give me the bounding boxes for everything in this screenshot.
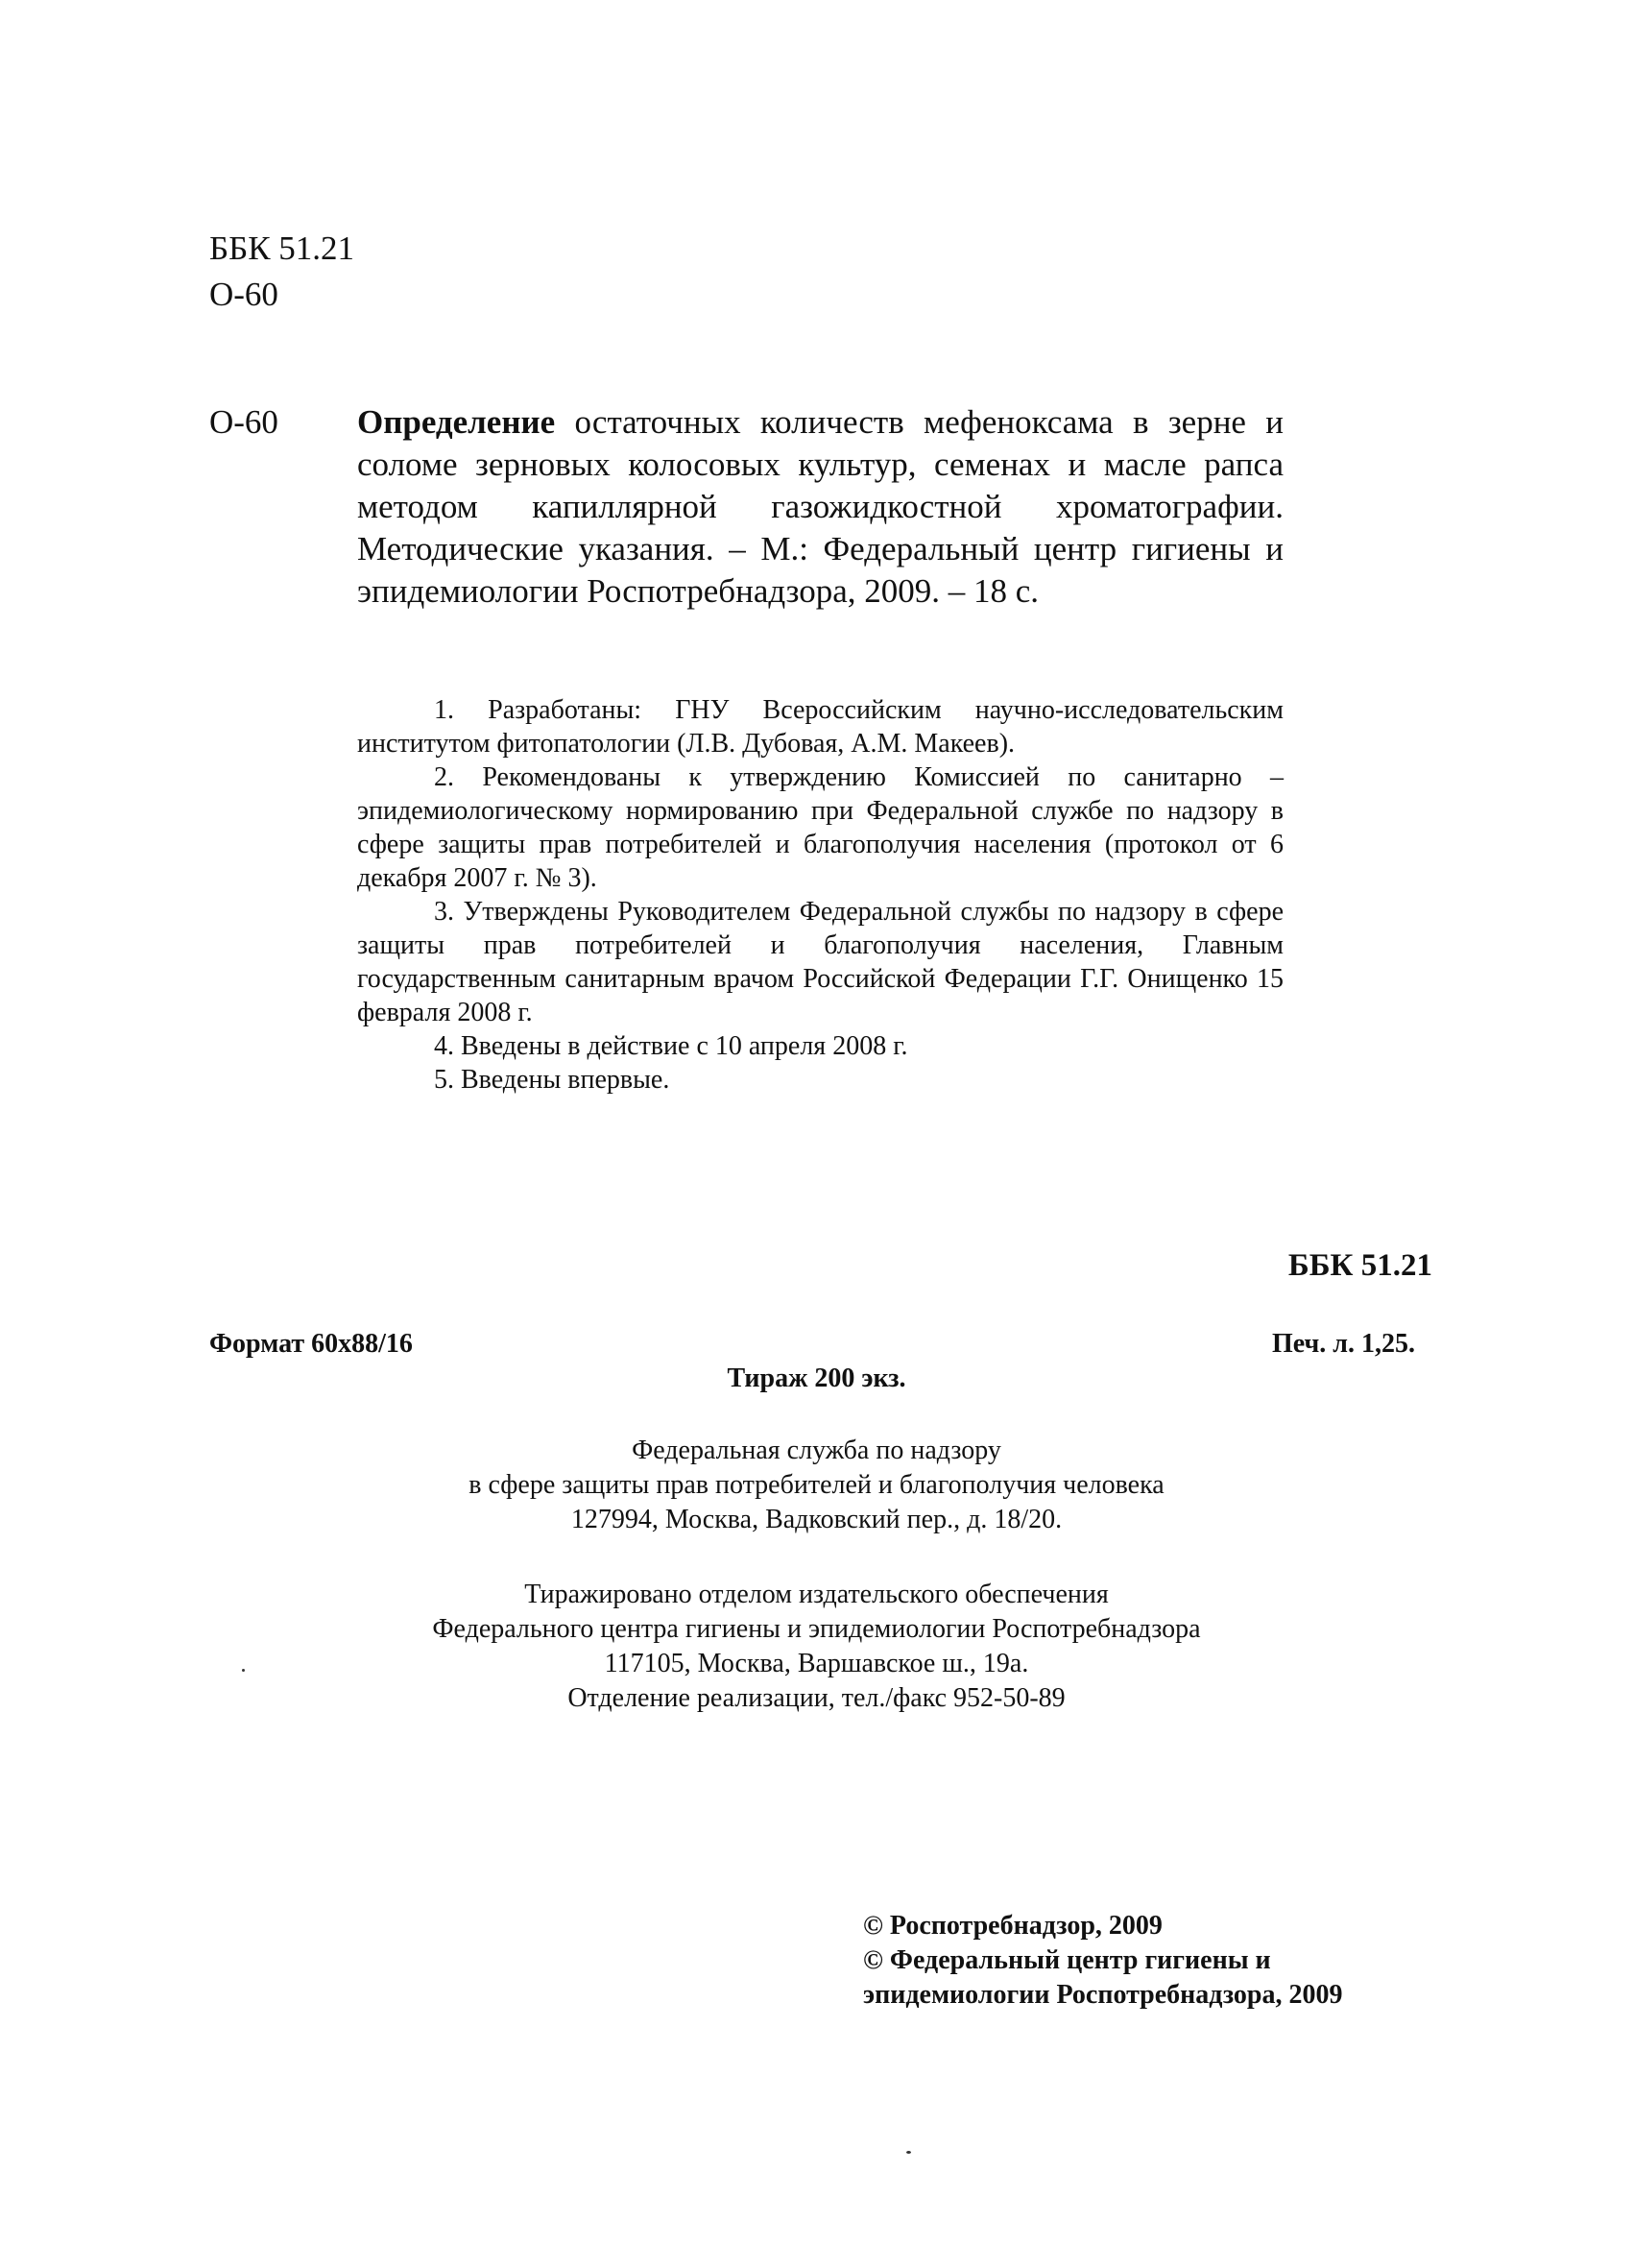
printer-line: Тиражировано отделом издательского обеспечения — [524, 1580, 1109, 1609]
bbk-footer-code: ББК 51.21 — [1287, 1248, 1432, 1283]
copyright-line: эпидемиологии Роспотребнадзора, 2009 — [863, 1980, 1343, 2010]
note-item: 4. Введены в действие с 10 апреля 2008 г. — [434, 1031, 908, 1061]
copyright-line: © Федеральный центр гигиены и — [863, 1945, 1271, 1975]
scan-speck — [906, 2151, 911, 2154]
note-item: 3. Утверждены Руководителем Федеральной службы по надзору в сфере защиты прав потребителей и благополучия населения, Главным государственным санитарным врачом Российской Федерации Г.Г. Онищенко 15 февраля 2008 г. — [357, 897, 1284, 1027]
printer-contact: Отделение реализации, тел./факс 952-50-89 — [567, 1683, 1066, 1713]
print-run-info: Тираж 200 экз. — [727, 1363, 906, 1393]
note-item: 5. Введены впервые. — [434, 1065, 670, 1095]
bbk-header — [209, 226, 354, 318]
author-mark: О-60 — [209, 276, 278, 313]
publisher-line: Федеральная служба по надзору — [632, 1436, 1001, 1465]
copyright-block — [863, 1909, 1342, 2013]
printer-line: Федерального центра гигиены и эпидемиологии Роспотребнадзора — [432, 1614, 1201, 1644]
publisher-address: 127994, Москва, Вадковский пер., д. 18/20. — [570, 1505, 1063, 1534]
copyright-line: © Роспотребнадзор, 2009 — [863, 1911, 1163, 1941]
annotation-title: Определение — [357, 403, 556, 441]
note-item: 2. Рекомендованы к утверждению Комиссией по санитарно – эпидемиологическому нормированию при Федеральной службе по надзору в сфере защиты прав потребителей и благополучия населения (протокол от 6 декабря 2007 г. № 3). — [357, 762, 1284, 893]
printer-address: 117105, Москва, Варшавское ш., 19а. — [604, 1649, 1029, 1678]
publisher-block — [0, 1434, 1633, 1537]
bibliographic-annotation — [357, 401, 1284, 613]
note-item: 1. Разработаны: ГНУ Всероссийским научно-исследовательским институтом фитопатологии (Л.В. Дубовая, А.М. Макеев). — [357, 695, 1284, 759]
publication-notes — [357, 693, 1284, 1097]
publisher-line: в сфере защиты прав потребителей и благополучия человека — [468, 1470, 1165, 1500]
catalog-code: О-60 — [209, 403, 278, 441]
printer-block — [0, 1578, 1633, 1716]
scan-speck — [242, 1669, 245, 1672]
format-info: Формат 60х88/16 — [209, 1329, 413, 1359]
bbk-code: ББК 51.21 — [209, 229, 355, 267]
printed-sheets-info: Печ. л. 1,25. — [1271, 1329, 1415, 1359]
annotation-description: остаточных количеств мефеноксама в зерне и соломе зерновых колосовых культур, семенах и масле рапса методом капиллярной газожидкостной хроматографии. Методические указания. – М.: Федеральный центр гигиены и эпидемиологии Роспотребнадзора, 2009. – 18 с. — [357, 403, 1285, 610]
